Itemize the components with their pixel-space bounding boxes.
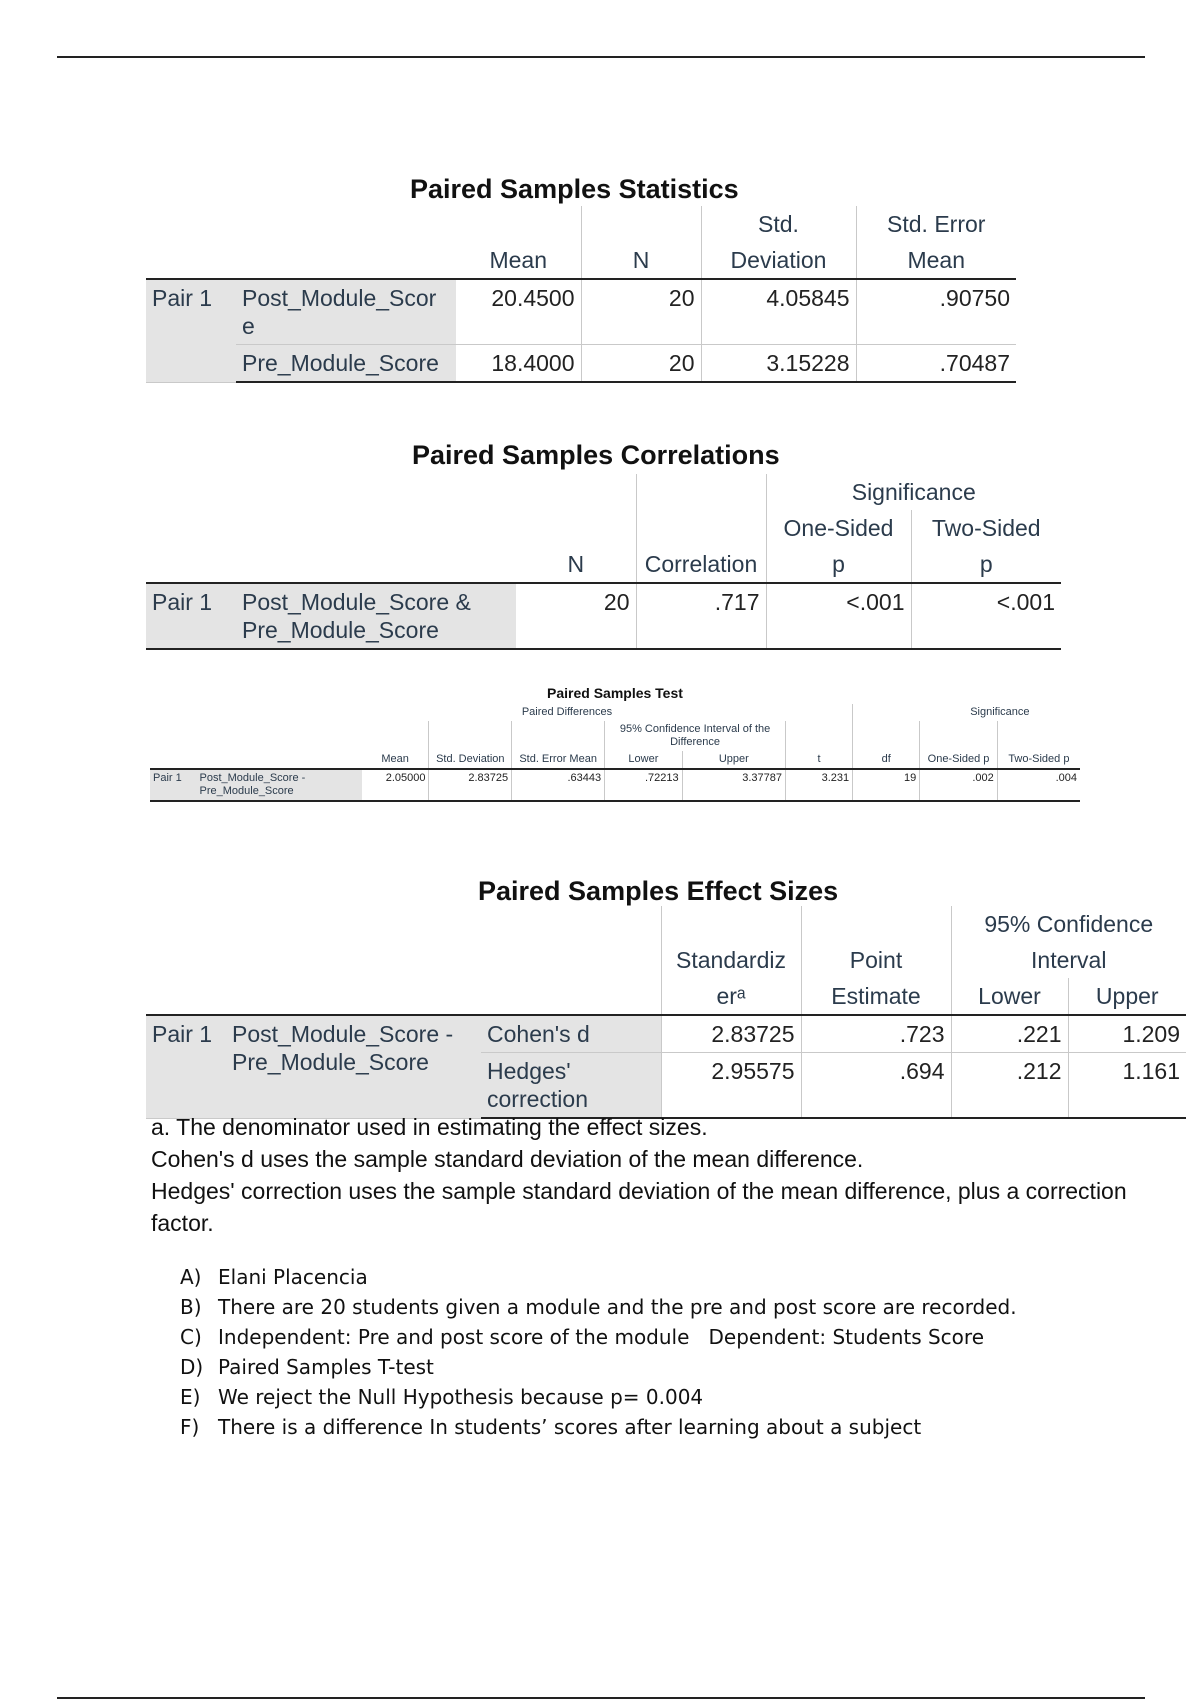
n-value: 20 <box>581 345 701 383</box>
statistics-table <box>146 206 1016 383</box>
standardizer-header-1: Standardiz <box>661 942 801 978</box>
lower-value: .221 <box>951 1015 1068 1053</box>
mean-header: Mean <box>362 751 429 769</box>
statistics-title: Paired Samples Statistics <box>410 174 739 204</box>
upper-value: 1.209 <box>1068 1015 1186 1053</box>
effect-sizes-footnotes <box>151 1111 1191 1239</box>
variable-name: Post_Module_Score & Pre_Module_Score <box>236 583 516 649</box>
df-header: df <box>853 751 920 769</box>
point-header-1: Point <box>801 942 951 978</box>
ci-header: 95% Confidence Interval of the Difference <box>605 721 786 751</box>
answer-list <box>180 1262 1017 1442</box>
mean-value: 18.4000 <box>456 345 581 383</box>
pair-label: Pair 1 <box>146 583 236 649</box>
paired-differences-header: Paired Differences <box>521 706 613 718</box>
lower-header: Lower <box>951 978 1068 1015</box>
se-header-2: Mean <box>856 242 1016 279</box>
se-value: .90750 <box>856 279 1016 345</box>
table-row <box>146 1015 1186 1053</box>
one-sided-header-1: One-Sided <box>766 510 911 546</box>
variable-name: Post_Module_Score - Pre_Module_Score <box>197 769 362 801</box>
n-header: N <box>581 242 701 279</box>
sd-header: Std. Deviation <box>429 751 512 769</box>
pair-label: Pair 1 <box>146 279 236 382</box>
point-value: .723 <box>801 1015 951 1053</box>
one-sided-value: <.001 <box>766 583 911 649</box>
footnote-hedges: Hedges' correction uses the sample standard deviation of the mean difference, plus a correction factor. <box>151 1178 1127 1236</box>
top-rule <box>57 56 1145 58</box>
correlations-title: Paired Samples Correlations <box>412 440 780 470</box>
bottom-rule <box>57 1697 1145 1699</box>
list-item: E) We reject the Null Hypothesis because p= 0.004 <box>180 1385 704 1409</box>
sd-value: 3.15228 <box>701 345 856 383</box>
se-value: .70487 <box>856 345 1016 383</box>
test-title: Paired Samples Test <box>547 685 683 701</box>
list-item: F) There is a difference In students’ scores after learning about a subject <box>180 1415 922 1439</box>
two-sided-header: Two-Sided p <box>997 751 1080 769</box>
t-header: t <box>785 751 852 769</box>
upper-value: 3.37787 <box>682 769 785 801</box>
pair-label: Pair 1 <box>150 769 197 801</box>
lower-value: .72213 <box>605 769 683 801</box>
two-sided-value: .004 <box>997 769 1080 801</box>
mean-value: 2.05000 <box>362 769 429 801</box>
effect-sizes-table <box>146 906 1186 1119</box>
measure-label: Cohen's d <box>481 1015 661 1053</box>
one-sided-header-2: p <box>766 546 911 583</box>
measure-label: Hedges' correction <box>481 1053 661 1119</box>
table-row <box>146 583 1061 649</box>
list-item: D) Paired Samples T-test <box>180 1355 434 1379</box>
mean-header: Mean <box>456 242 581 279</box>
se-header: Std. Error Mean <box>512 751 605 769</box>
footnote-cohen: Cohen's d uses the sample standard deviation of the mean difference. <box>151 1146 864 1172</box>
two-sided-header-1: Two-Sided <box>911 510 1061 546</box>
sd-value: 4.05845 <box>701 279 856 345</box>
standardizer-header-2: erᵃ <box>661 978 801 1015</box>
n-value: 20 <box>516 583 636 649</box>
se-value: .63443 <box>512 769 605 801</box>
table-row <box>146 279 1016 345</box>
list-item: B) There are 20 students given a module and the pre and post score are recorded. <box>180 1295 1017 1319</box>
one-sided-header: One-Sided p <box>920 751 998 769</box>
two-sided-value: <.001 <box>911 583 1061 649</box>
lower-header: Lower <box>605 751 683 769</box>
point-header-2: Estimate <box>801 978 951 1015</box>
footnote-a: a. The denominator used in estimating the effect sizes. <box>151 1114 708 1140</box>
test-table <box>150 704 1080 802</box>
sd-header-1: Std. <box>701 206 856 242</box>
ci-header-2: Interval <box>951 942 1186 978</box>
ci-header-1: 95% Confidence <box>951 906 1186 942</box>
df-value: 19 <box>853 769 920 801</box>
variable-name: Pre_Module_Score <box>236 345 456 383</box>
lower-value: .212 <box>951 1053 1068 1119</box>
significance-header: Significance <box>970 706 1030 718</box>
standardizer-value: 2.95575 <box>661 1053 801 1119</box>
list-item: A) Elani Placencia <box>180 1265 368 1289</box>
list-item: C) Independent: Pre and post score of the module Dependent: Students Score <box>180 1325 985 1349</box>
one-sided-value: .002 <box>920 769 998 801</box>
correlations-table <box>146 474 1061 650</box>
upper-header: Upper <box>682 751 785 769</box>
upper-header: Upper <box>1068 978 1186 1015</box>
significance-header: Significance <box>766 474 1061 510</box>
effect-sizes-title: Paired Samples Effect Sizes <box>478 876 839 906</box>
correlation-header: Correlation <box>636 546 766 583</box>
t-value: 3.231 <box>785 769 852 801</box>
variable-name: Post_Module_Score - Pre_Module_Score <box>226 1015 481 1118</box>
sd-value: 2.83725 <box>429 769 512 801</box>
upper-value: 1.161 <box>1068 1053 1186 1119</box>
mean-value: 20.4500 <box>456 279 581 345</box>
variable-name: Post_Module_Scor e <box>236 279 456 345</box>
table-row <box>150 769 1080 801</box>
n-value: 20 <box>581 279 701 345</box>
sd-header-2: Deviation <box>701 242 856 279</box>
n-header: N <box>516 546 636 583</box>
point-value: .694 <box>801 1053 951 1119</box>
correlation-value: .717 <box>636 583 766 649</box>
se-header-1: Std. Error <box>856 206 1016 242</box>
standardizer-value: 2.83725 <box>661 1015 801 1053</box>
pair-label: Pair 1 <box>146 1015 226 1118</box>
table-row <box>146 345 1016 383</box>
two-sided-header-2: p <box>911 546 1061 583</box>
